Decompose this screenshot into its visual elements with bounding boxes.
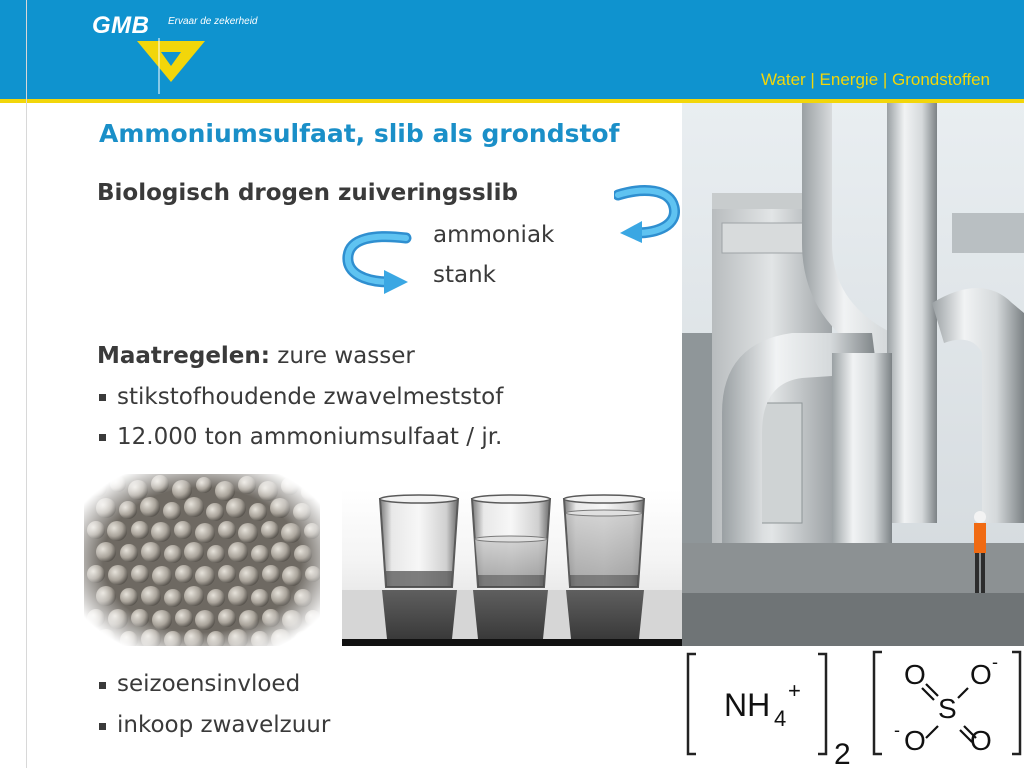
measures-value: zure wasser — [277, 343, 415, 369]
formula-oxygen: O — [970, 725, 992, 756]
ammonium-sulfate-pellets-image — [84, 474, 320, 646]
bullet-item: 12.000 ton ammoniumsulfaat / jr. — [117, 424, 503, 450]
bullet-marker — [99, 394, 106, 401]
measures-line — [97, 343, 415, 369]
measures-label: Maatregelen: — [97, 343, 270, 369]
formula-charge: - — [894, 720, 900, 740]
bullet-item: inkoop zwavelzuur — [117, 712, 331, 738]
gmb-logo-triangle-icon — [135, 38, 207, 96]
svg-text:NH — [724, 687, 770, 723]
formula-cation: NH — [724, 687, 771, 723]
bullet-marker — [99, 682, 106, 689]
formula-cation-count: 2 — [834, 738, 851, 768]
curved-arrow-left-icon — [340, 230, 412, 298]
water-glasses-image — [342, 489, 682, 646]
formula-oxygen: O — [904, 659, 926, 690]
formula-sulfur: S — [938, 693, 957, 724]
margin-line — [26, 0, 27, 768]
product-stank: stank — [433, 262, 496, 288]
air-scrubber-photo — [682, 103, 1024, 646]
formula-oxygen: O — [970, 659, 992, 690]
logo-tagline: Ervaar de zekerheid — [168, 16, 258, 27]
formula-charge: - — [992, 652, 998, 672]
product-ammoniak: ammoniak — [433, 222, 555, 248]
logo-text: GMB — [92, 12, 150, 39]
slide-title: Ammoniumsulfaat, slib als grondstof — [99, 119, 620, 148]
formula-cation-charge: + — [788, 678, 801, 703]
bullet-marker — [99, 434, 106, 441]
bullet-item: seizoensinvloed — [117, 671, 301, 697]
header-tagline: Water | Energie | Grondstoffen — [760, 70, 990, 89]
bullet-item: stikstofhoudende zwavelmeststof — [117, 384, 504, 410]
subtitle: Biologisch drogen zuiveringsslib — [97, 180, 518, 206]
bullet-marker — [99, 723, 106, 730]
curved-arrow-right-icon — [614, 181, 680, 245]
chemical-formula — [682, 646, 1024, 768]
formula-cation-sub: 4 — [774, 706, 787, 731]
formula-oxygen: O — [904, 725, 926, 756]
